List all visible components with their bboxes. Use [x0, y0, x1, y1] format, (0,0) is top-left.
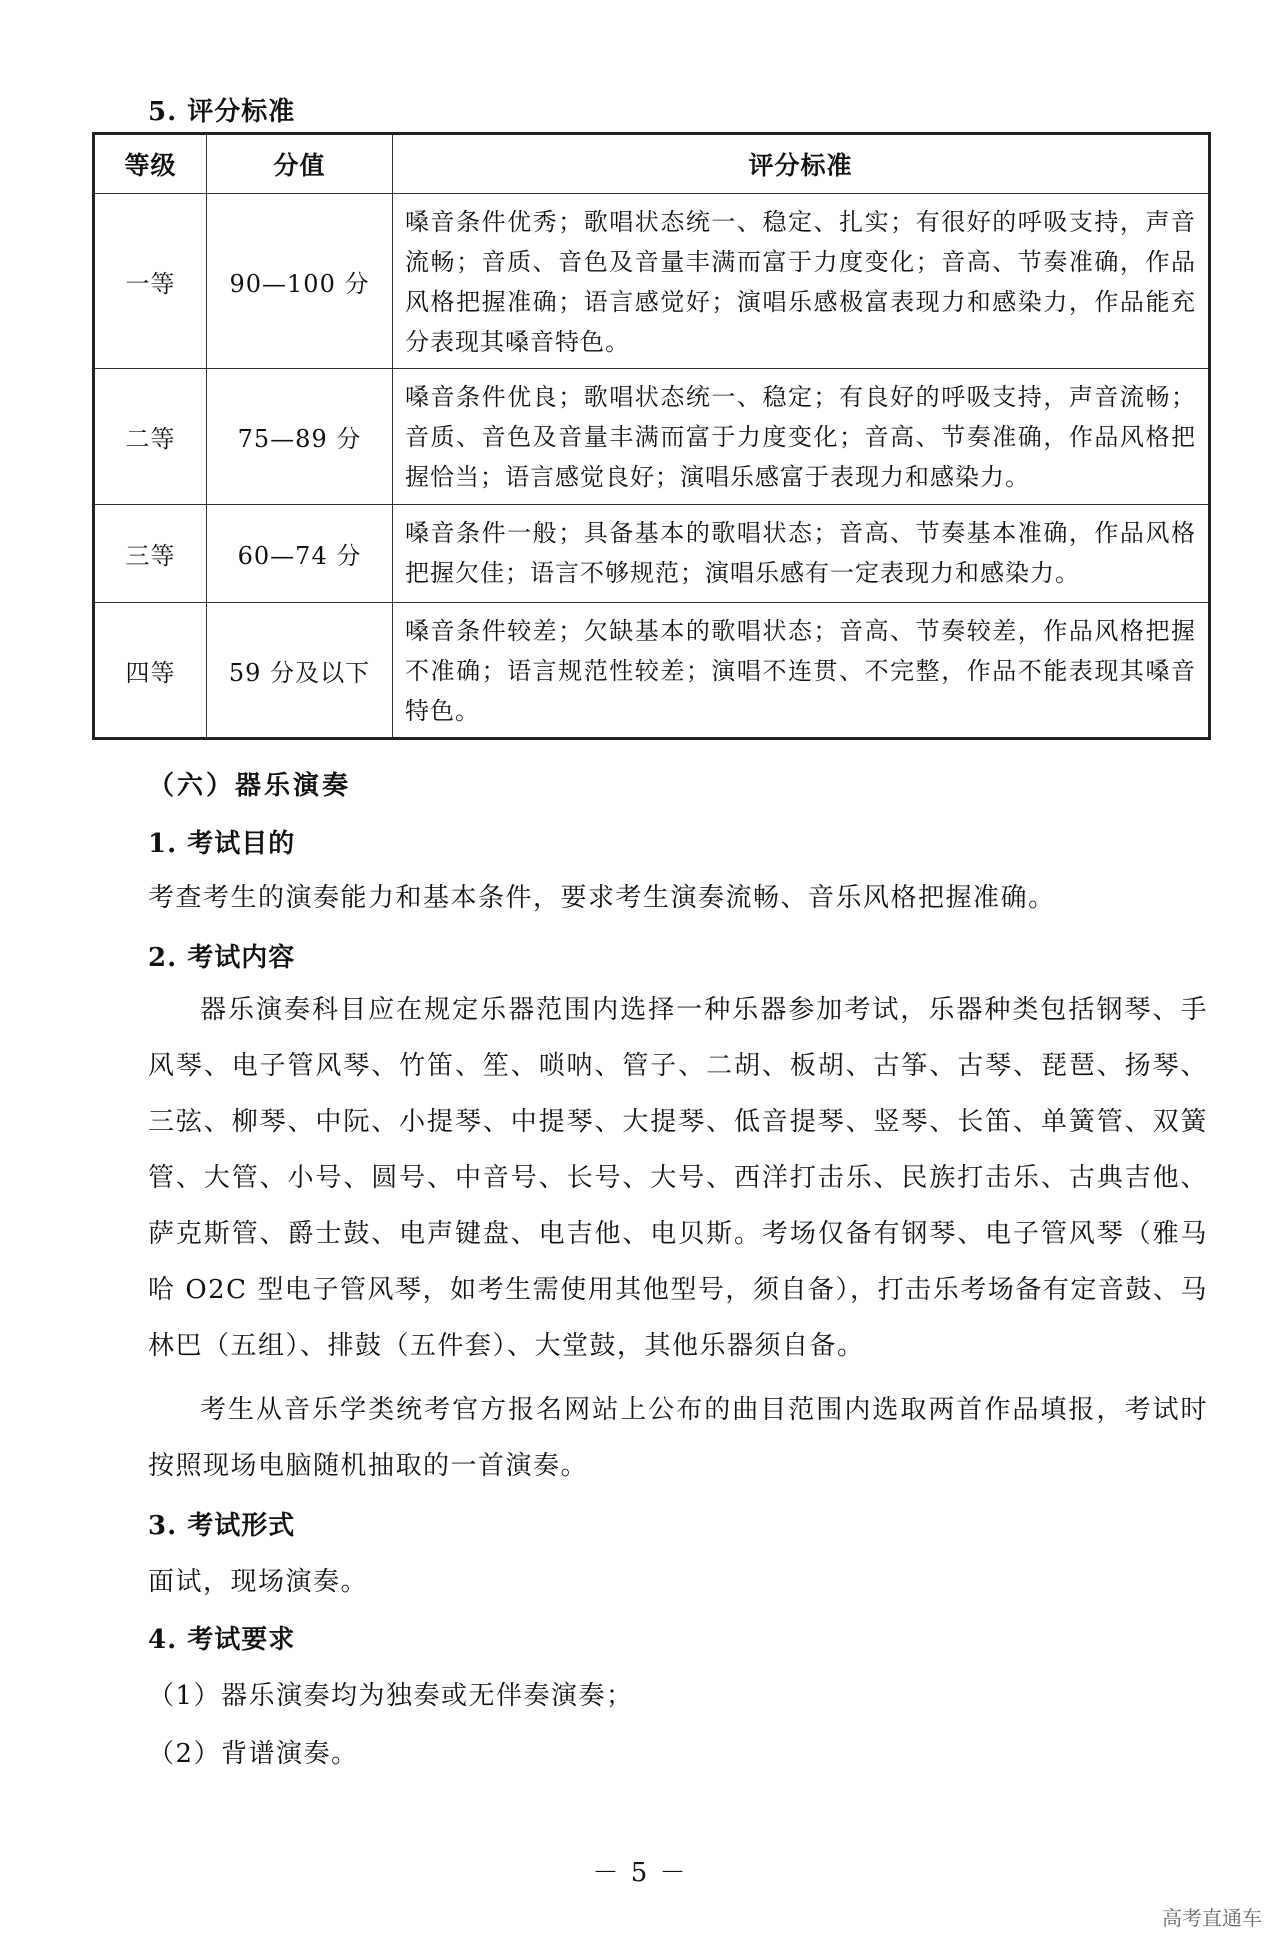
table-header-row	[94, 134, 1210, 194]
page-number: － 5 －	[592, 1858, 688, 1888]
content-paragraph: 器乐演奏科目应在规定乐器范围内选择一种乐器参加考试，乐器种类包括钢琴、手风琴、电子管风琴、竹笛、笙、唢呐、管子、二胡、板胡、古筝、古琴、琵琶、扬琴、三弦、柳琴、中阮、小提琴、中提琴、大提琴、低音提琴、竖琴、长笛、单簧管、双簧管、大管、小号、圆号、中音号、长号、大号、西洋打击乐、民族打击乐、古典吉他、萨克斯管、爵士鼓、电声键盘、电吉他、电贝斯。考场仅备有钢琴、电子管风琴（雅马哈 O2C 型电子管风琴，如考生需使用其他型号，须自备），打击乐考场备有定音鼓、马林巴（五组）、排鼓（五件套）、大堂鼓，其他乐器须自备。	[148, 995, 1208, 1361]
header-grade: 等级	[94, 134, 207, 194]
form-text: 面试，现场演奏。	[148, 1567, 369, 1597]
content-paragraph: 考生从音乐学类统考官方报名网站上公布的曲目范围内选取两首作品填报，考试时按照现场电脑随机抽取的一首演奏。	[148, 1395, 1208, 1481]
content-heading: 2. 考试内容	[148, 943, 296, 973]
requirement-item: （1）器乐演奏均为独奏或无伴奏演奏；	[148, 1681, 634, 1711]
table-row	[94, 369, 1210, 505]
score-cell: 60—74 分	[207, 505, 393, 603]
table-row	[94, 603, 1210, 739]
requirements-heading: 4. 考试要求	[148, 1625, 296, 1655]
criteria-cell: 嗓音条件优秀；歌唱状态统一、稳定、扎实；有很好的呼吸支持，声音流畅；音质、音色及音量丰满而富于力度变化；音高、节奏准确，作品风格把握准确；语言感觉好；演唱乐感极富表现力和感染力，作品能充分表现其嗓音特色。	[393, 194, 1210, 369]
watermark: 高考直通车	[1162, 1906, 1262, 1930]
form-heading: 3. 考试形式	[148, 1511, 296, 1541]
content-body	[148, 982, 1208, 1494]
section-title: （六）器乐演奏	[148, 771, 352, 801]
score-cell: 59 分及以下	[207, 603, 393, 739]
purpose-heading: 1. 考试目的	[148, 829, 296, 859]
scoring-table	[92, 132, 1211, 740]
score-cell: 75—89 分	[207, 369, 393, 505]
header-criteria: 评分标准	[393, 134, 1210, 194]
header-score: 分值	[207, 134, 393, 194]
table-row	[94, 505, 1210, 603]
criteria-cell: 嗓音条件优良；歌唱状态统一、稳定；有良好的呼吸支持，声音流畅；音质、音色及音量丰满而富于力度变化；音高、节奏准确，作品风格把握恰当；语言感觉良好；演唱乐感富于表现力和感染力。	[393, 369, 1210, 505]
purpose-text: 考查考生的演奏能力和基本条件，要求考生演奏流畅、音乐风格把握准确。	[148, 883, 1056, 913]
grade-cell: 一等	[94, 194, 207, 369]
requirement-item: （2）背谱演奏。	[148, 1739, 359, 1769]
criteria-cell: 嗓音条件一般；具备基本的歌唱状态；音高、节奏基本准确，作品风格把握欠佳；语言不够规范；演唱乐感有一定表现力和感染力。	[393, 505, 1210, 603]
criteria-cell: 嗓音条件较差；欠缺基本的歌唱状态；音高、节奏较差，作品风格把握不准确；语言规范性较差；演唱不连贯、不完整，作品不能表现其嗓音特色。	[393, 603, 1210, 739]
table-row	[94, 194, 1210, 369]
scoring-heading: 5. 评分标准	[148, 97, 296, 127]
grade-cell: 四等	[94, 603, 207, 739]
grade-cell: 二等	[94, 369, 207, 505]
score-cell: 90—100 分	[207, 194, 393, 369]
grade-cell: 三等	[94, 505, 207, 603]
